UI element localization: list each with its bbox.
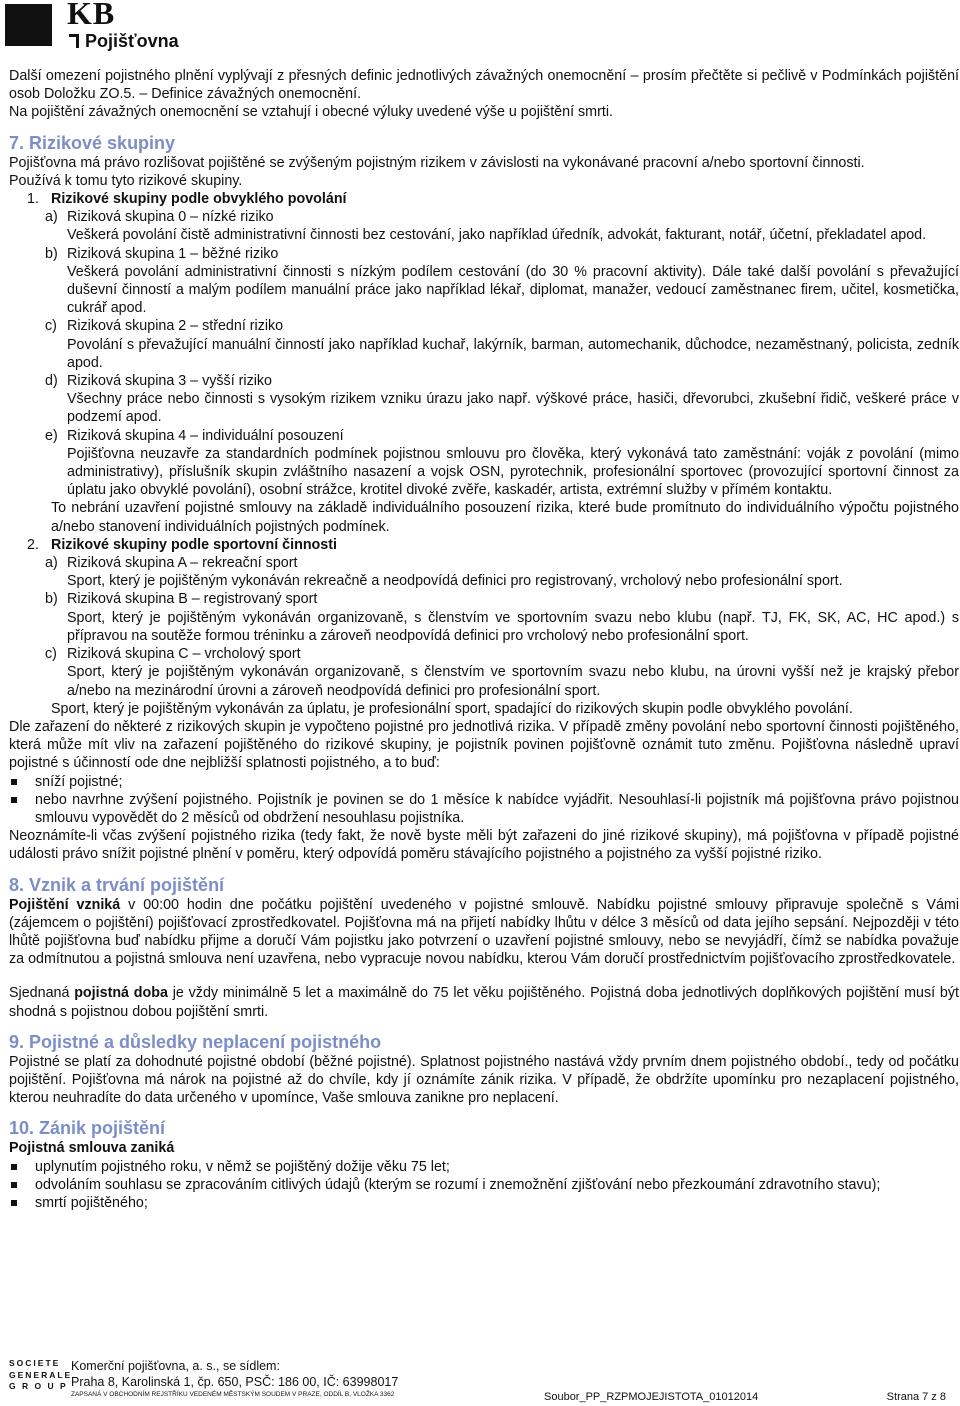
s7-paragraph-2: Používá k tomu tyto rizikové skupiny.: [9, 172, 243, 189]
bullet-icon: [9, 791, 35, 827]
s9-paragraph-1: Pojistné se platí za dohodnuté pojistné období (běžné pojistné). Splatnost pojistného nastává vždy prvním dnem pojistného období., tedy od počátku pojištění. Pojišťovna má nárok na pojistné až do chvíle, kdy jí oznámíte zánik rizika. V případě, že obdržíte upomínku pro nezaplacení pojistného, kterou neuhradíte do data určeného v upomínce, Vaše smlouva zanikne pro neplacení.: [9, 1053, 959, 1107]
s10-subheading: Pojistná smlouva zaniká: [9, 1140, 175, 1157]
risk-group-occupation: 1. Rizikové skupiny podle obvyklého povolání a) Riziková skupina 0 – nízké riziko Veškerá povolání čistě administrativní činnosti bez cestování, jako například úředník, advokát, fakturant, notář, účetní, překladatel apod. b) Riziková skupina 1 – běžné riziko Veškerá povolání administrativní činnosti s nízkým podílem cestování (do 30 % pracovní aktivity). Dále také další povolání s převažující duševní činností a malým podílem manuální práce jako například lékař, diplomat, manažer, vedoucí zaměstnanec firem, učitel, kosmetička, cukrář apod. c) Riziková skupina 2 – střední riziko Povolání s převažující manuální činností jako například kuchař, lakýrník, barman, automechanik, důchodce, nezaměstnaný, policista, zedník apod. d) Riziková skupina 3 – vyšší riziko Všechny práce nebo činnosti s vysokým rizikem vzniku úrazu jako např. výškové práce, hasiči, dřevorubci, zkušební řidič, veškeré práce v podzemí apod. e) Riziková skupina 4 – individuální posouzení Pojišťovna neuzavře za standardních podmínek pojistnou smlouvu pro člověka, který vykonává tato zaměstnání: voják z povolání (mimo administrativy), příslušník skupin zvláštního nasazení a vojsk OSN, pyrotechnik, profesionální sportovec (provozující sportovní činnost za úplatu jako obvyklé povolání), osobní strážce, krotitel divoké zvěře, kaskadér, artista, extrémní služby v přímém kontaktu. To nebrání uzavření pojistné smlouvy na základě individuálního posouzení rizika, které bude promítnuto do individuálního výpočtu pojistného a/nebo stanovení individuálních pojistných podmínek.: [27, 191, 959, 535]
page-number: Strana 7 z 8: [886, 1391, 946, 1403]
bullet-icon: [9, 1176, 35, 1194]
list-item: b) Riziková skupina B – registrovaný sport Sport, který je pojištěným vykonáván organizovaně, s členstvím ve sportovním svazu nebo klubu (např. TJ, FK, SK, AC, HC apod.) s přípravou na soutěže formou tréninku a zároveň neodpovídá definici pro vrcholový nebo profesionální sport.: [45, 591, 959, 644]
logo-black-square: [5, 4, 52, 46]
intro-paragraph-1: Další omezení pojistného plnění vyplývají z přesných definic jednotlivých závažných onemocnění – prosím přečtěte si pečlivě v Podmínkách pojištění osob Doložku ZO.5. – Definice závažných onemocnění.: [9, 68, 959, 103]
page-footer: [9, 1358, 954, 1402]
list-item: uplynutím pojistného roku, v němž se pojištěný dožije věku 75 let;: [9, 1158, 959, 1176]
list-item: nebo navrhne zvýšení pojistného. Pojistník je povinen se do 1 měsíce k nabídce vyjádřit. Nesouhlasí-li pojistník má pojišťovna právo pojistnou smlouvu vypovědět do 2 měsíců od obdržení nesouhlasu pojistníka.: [9, 791, 959, 827]
s7-paragraph-4: Neoznámíte-li včas zvýšení pojistného rizika (tedy fakt, že nově byste měli být zařazeni do jiné rizikové skupiny), má pojišťovna v případě pojistné události právo snížit pojistné plnění v poměru, který odpovídá poměru stávajícího pojistného a pojistného za vyšší pojistné riziko.: [9, 828, 959, 863]
group-2-note: Sport, který je pojištěným vykonáván za úplatu, je profesionální sport, spadající do rizikových skupin podle obvyklého povolání.: [51, 700, 853, 717]
section-9-heading: 9. Pojistné a důsledky neplacení pojistného: [9, 1031, 382, 1052]
bullet-icon: [9, 1194, 35, 1212]
risk-group-sport: 2. Rizikové skupiny podle sportovní činnosti a) Riziková skupina A – rekreační sport Sport, který je pojištěným vykonáván rekreačně a neodpovídá definici pro registrovaný, vrcholový nebo profesionální sport. b) Riziková skupina B – registrovaný sport Sport, který je pojištěným vykonáván organizovaně, s členstvím ve sportovním svazu nebo klubu (např. TJ, FK, SK, AC, HC apod.) s přípravou na soutěže formou tréninku a zároveň neodpovídá definici pro vrcholový nebo profesionální sport. c) Riziková skupina C – vrcholový sport Sport, který je pojištěným vykonáván organizovaně, s členstvím ve sportovním svazu nebo klubu, na úrovni vyšší než je krajský přebor a/nebo na mezinárodní úrovni a zároveň neodpovídá definici pro profesionální sport. Sport, který je pojištěným vykonáván za úplatu, je profesionální sport, spadající do rizikových skupin podle obvyklého povolání.: [27, 536, 959, 717]
group-1-note: To nebrání uzavření pojistné smlouvy na základě individuálního posouzení rizika, které bude promítnuto do individuálního výpočtu pojistného a/nebo stanovení individuálních pojistných podmínek.: [51, 500, 959, 535]
list-item: odvoláním souhlasu se zpracováním citlivých údajů (kterým se rozumí i znemožnění zjišťování nebo přezkoumání zdravotního stavu);: [9, 1176, 959, 1194]
list-item: sníží pojistné;: [9, 773, 959, 791]
s8-paragraph-2: Sjednaná pojistná doba je vždy minimálně 5 let a maximálně do 75 let věku pojištěného. Pojistná doba jednotlivých doplňkových pojištění musí být shodná s pojistnou dobou pojištění smrti.: [9, 985, 959, 1020]
list-item: a) Riziková skupina A – rekreační sport Sport, který je pojištěným vykonáván rekreačně a neodpovídá definici pro registrovaný, vrcholový nebo profesionální sport.: [45, 555, 843, 590]
company-info: Komerční pojišťovna, a. s., se sídlem: Praha 8, Karolinská 1, čp. 650, PSČ: 186 00, IČ: 63998017 ZAPSANÁ V OBCHODNÍM REJSTŘÍKU VEDENÉM MĚSTSKÝM SOUDEM V PRAZE, ODDÍL B, VLOŽKA 3362: [71, 1359, 399, 1398]
s7-paragraph-3: Dle zařazení do některé z rizikových skupin je vypočteno pojistné pro jednotlivá rizika. V případě změny povolání nebo sportovní činnosti pojištěného, která může mít vliv na zařazení pojištěného do rizikové skupiny, je pojistník povinen pojišťovně oznámit tuto změnu. Pojišťovna následně upraví pojistné s účinností ode dne nejbližší splatnosti pojistného, a to buď:: [9, 718, 959, 772]
group-2-title: Rizikové skupiny podle sportovní činnosti: [51, 536, 337, 553]
logo-brand: KB: [67, 0, 116, 31]
list-item: b) Riziková skupina 1 – běžné riziko Veškerá povolání administrativní činnosti s nízkým podílem cestování (do 30 % pracovní aktivity). Dále také další povolání s převažující duševní činností a malým podílem manuální práce jako například lékař, diplomat, manažer, vedoucí zaměstnanec firem, učitel, kosmetička, cukrář apod.: [45, 245, 959, 317]
s8-paragraph-1: Pojištění vzniká v 00:00 hodin dne počátku pojištění uvedeného v pojistné smlouvě. Nabídku pojistné smlouvy připravuje společně s Vámi (zájemcem o pojištění) pojišťovací zprostředkovatel. Pojišťovna má na přijetí nabídky lhůtu v délce 3 měsíců od data jejího sepsání. Nejpozději v této lhůtě pojišťovna buď nabídku přijme a doručí Vám pojistku jako potvrzení o uzavření pojistné smlouvy, nebo se nevyjádří, čímž se nabídka považuje za odmítnutou a pojistná smlouva není uzavřena, nebo vypracuje novou nabídku, kterou Vám doručí prostřednictvím pojišťovacího zprostředkovatele.: [9, 896, 960, 968]
list-item: c) Riziková skupina C – vrcholový sport Sport, který je pojištěným vykonáván organizovaně, s členstvím ve sportovním svazu nebo klubu, na úrovni vyšší než je krajský přebor a/nebo na mezinárodní úrovni a zároveň neodpovídá definici pro profesionální sport.: [45, 646, 959, 699]
list-item: d) Riziková skupina 3 – vyšší riziko Všechny práce nebo činnosti s vysokým rizikem vzniku úrazu jako např. výškové práce, hasiči, dřevorubci, zkušební řidič, veškeré práce v podzemí apod.: [45, 373, 959, 426]
list-item: e) Riziková skupina 4 – individuální posouzení Pojišťovna neuzavře za standardních podmínek pojistnou smlouvu pro člověka, který vykonává tato zaměstnání: voják z povolání (mimo administrativy), příslušník skupin zvláštního nasazení a vojsk OSN, pyrotechnik, profesionální sportovec (provozující sportovní činnost za úplatu jako obvyklé povolání), osobní strážce, krotitel divoké zvěře, kaskadér, artista, extrémní služby v přímém kontaktu.: [45, 427, 959, 499]
section-8-heading: 8. Vznik a trvání pojištění: [9, 874, 225, 895]
bullet-icon: [9, 1158, 35, 1176]
list-item: c) Riziková skupina 2 – střední riziko Povolání s převažující manuální činností jako například kuchař, lakýrník, barman, automechanik, důchodce, nezaměstnaný, policista, zedník apod.: [45, 318, 959, 371]
logo-corner-mark: [69, 34, 79, 48]
s7-paragraph-1: Pojišťovna má právo rozlišovat pojištěné se zvýšeným pojistným rizikem v závislosti na vykonávané pracovní a/nebo sportovní činnosti.: [9, 154, 865, 171]
list-item: smrtí pojištěného;: [9, 1194, 959, 1212]
intro-paragraph-2: Na pojištění závažných onemocnění se vztahují i obecné výluky uvedené výše u pojištění smrti.: [9, 104, 613, 121]
kb-pojistovna-logo: [5, 0, 190, 51]
societe-generale-logo: SOCIETE GENERALE G R O U P: [9, 1358, 73, 1391]
document-body: [9, 67, 959, 1212]
list-item: a) Riziková skupina 0 – nízké riziko Veškerá povolání čistě administrativní činnosti bez cestování, jako například úředník, advokát, fakturant, notář, účetní, překladatel apod.: [45, 209, 927, 244]
section-10-heading: 10. Zánik pojištění: [9, 1118, 166, 1139]
logo-name: Pojišťovna: [85, 31, 179, 51]
group-1-title: Rizikové skupiny podle obvyklého povolání: [51, 191, 347, 208]
section-7-heading: 7. Rizikové skupiny: [9, 132, 176, 153]
bullet-icon: [9, 773, 35, 791]
file-name: Soubor_PP_RZPMOJEJISTOTA_01012014: [544, 1391, 759, 1403]
